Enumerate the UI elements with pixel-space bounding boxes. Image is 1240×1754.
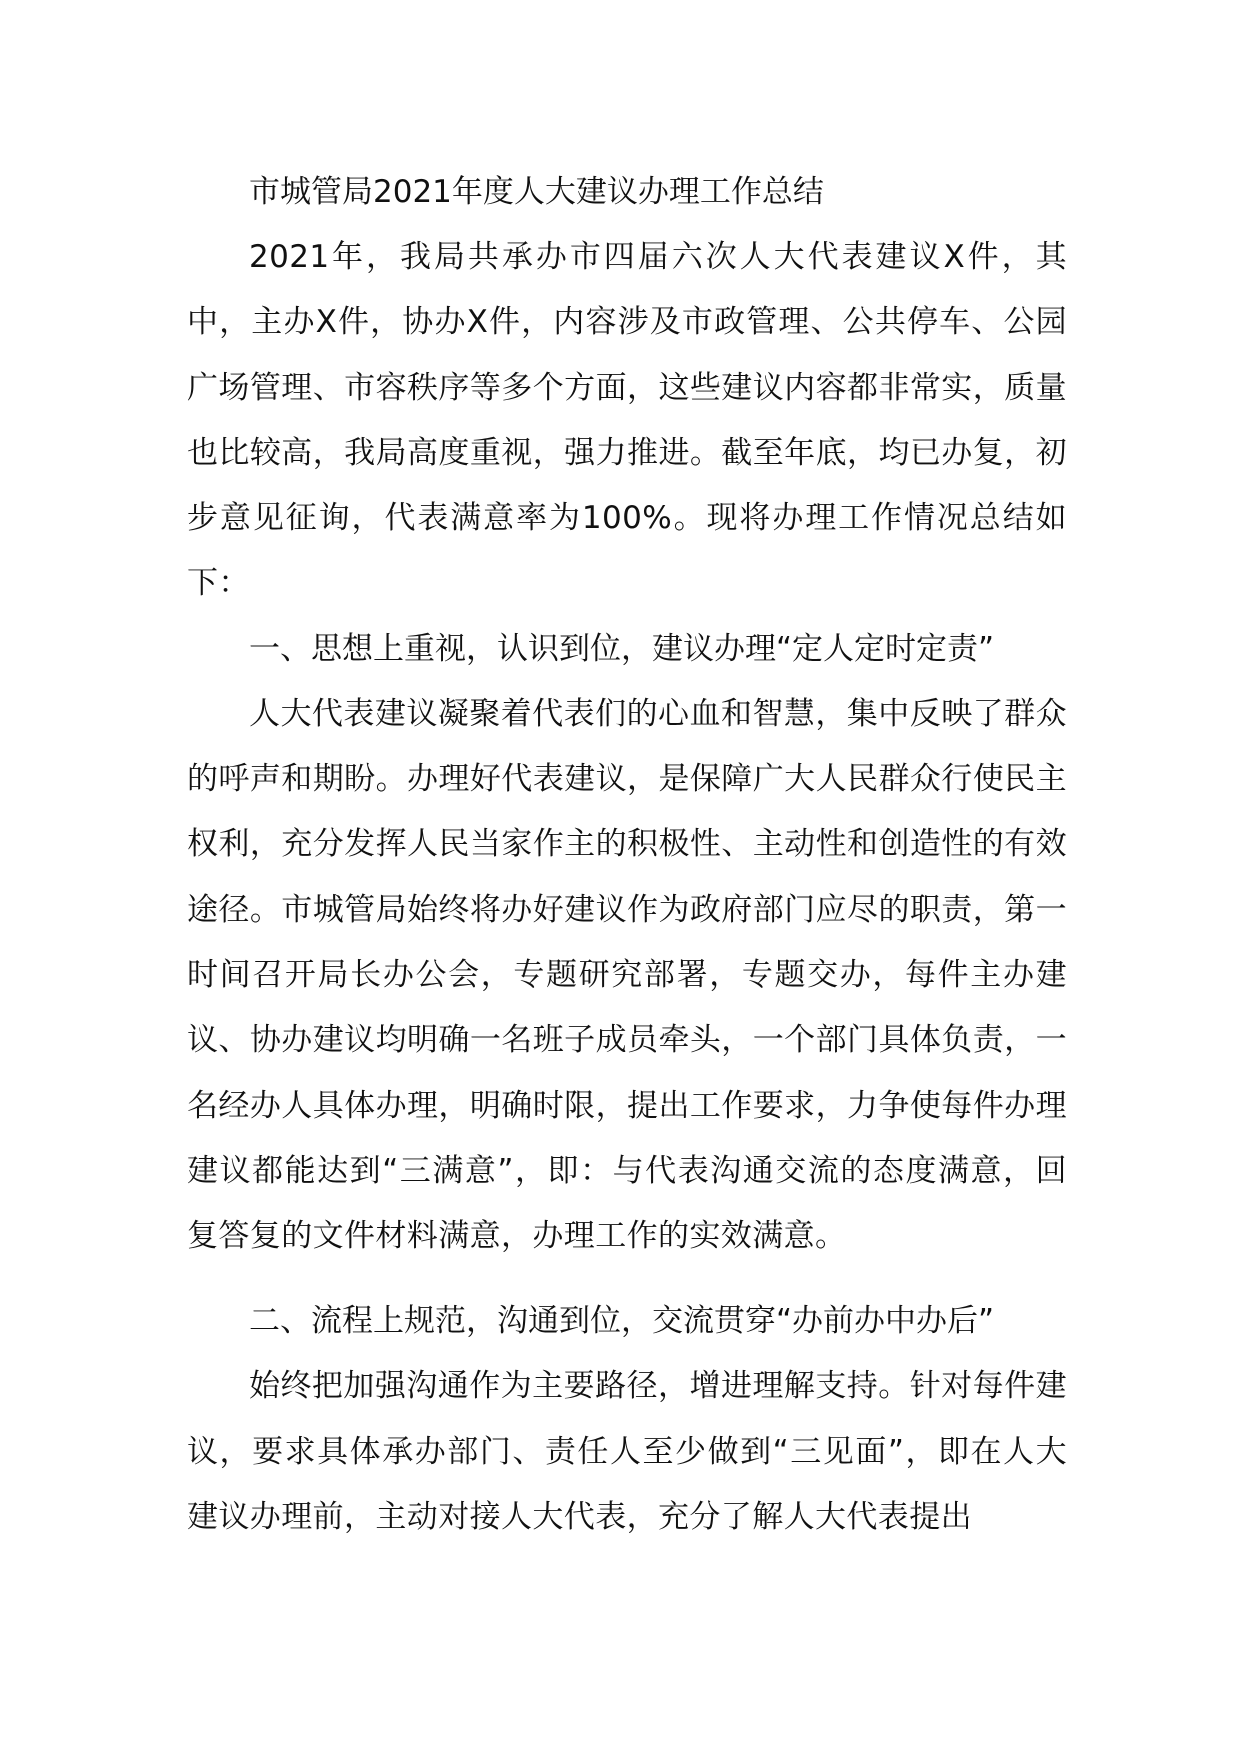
paragraph-gap [187,1269,1067,1289]
section-1-paragraph: 人大代表建议凝聚着代表们的心血和智慧，集中反映了群众的呼声和期盼。办理好代表建议，是保障广大人民群众行使民主权利，充分发挥人民当家作主的积极性、主动性和创造性的有效途径。市城管局始终将办好建议作为政府部门应尽的职责，第一时间召开局长办公会，专题研究部署，专题交办，每件主办建议、协办建议均明确一名班子成员牵头，一个部门具体负责，一名经办人具体办理，明确时限，提出工作要求，力争使每件办理建议都能达到“三满意”，即：与代表沟通交流的态度满意，回复答复的文件材料满意，办理工作的实效满意。 [187,695,1067,1255]
section-1-heading: 一、思想上重视，认识到位，建议办理“定人定时定责” [249,630,995,667]
document-body [187,160,1067,1550]
document-title: 市城管局2021年度人大建议办理工作总结 [249,174,824,210]
intro-paragraph: 2021年，我局共承办市四届六次人大代表建议X件，其中，主办X件，协办X件，内容涉及市政管理、公共停车、公园广场管理、市容秩序等多个方面，这些建议内容都非常实，质量也比较高，我局高度重视，强力推进。截至年底，均已办复，初步意见征询，代表满意率为100%。现将办理工作情况总结如下： [187,239,1067,602]
section-2-heading: 二、流程上规范，沟通到位，交流贯穿“办前办中办后” [249,1303,995,1340]
section-2-paragraph: 始终把加强沟通作为主要路径，增进理解支持。针对每件建议，要求具体承办部门、责任人至少做到“三见面”，即在人大建议办理前，主动对接人大代表，充分了解人大代表提出 [187,1368,1067,1536]
